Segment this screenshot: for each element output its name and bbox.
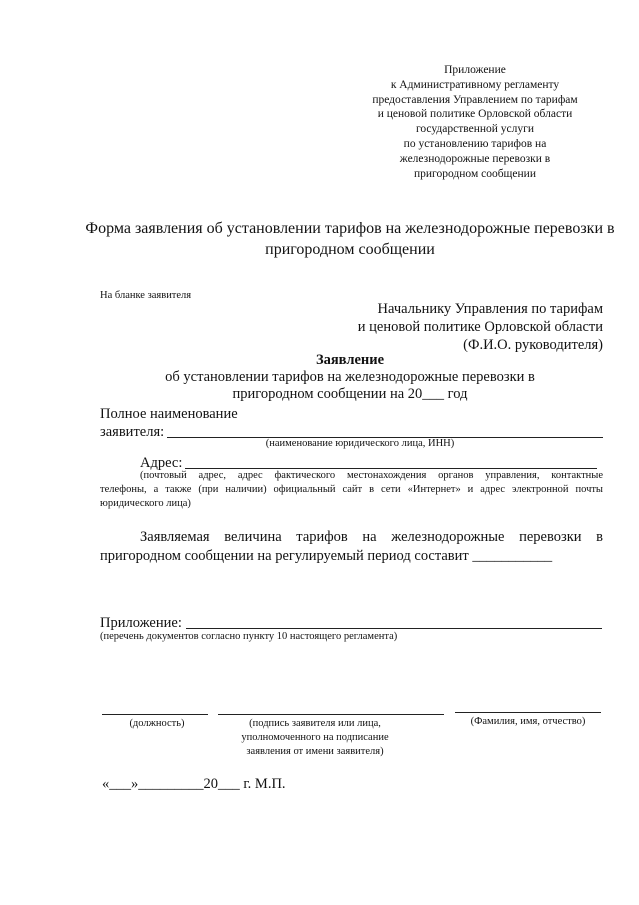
applicant-label-line1: Полное наименование — [100, 406, 238, 422]
statement-line2: пригородном сообщении на 20___ год — [232, 386, 468, 402]
position-caption: (должность) — [129, 718, 185, 729]
appendix-line: по установлению тарифов на — [403, 137, 547, 150]
addressee-line3: (Ф.И.О. руководителя) — [463, 337, 603, 353]
statement-heading: Заявление — [315, 352, 385, 368]
fio-line[interactable] — [455, 712, 601, 713]
signature-line[interactable] — [218, 714, 444, 715]
address-hint-line2: телефоны, а также (при наличии) официальный сайт в сети «Интернет» и адрес электронной почты — [100, 484, 603, 495]
tariff-line1: Заявляемая величина тарифов на железнодорожные перевозки в — [140, 529, 603, 545]
letterhead-note: На бланке заявителя — [100, 290, 192, 301]
address-hint-line1: (почтовый адрес, адрес фактического местонахождения органов управления, контактные — [140, 470, 603, 481]
fio-caption: (Фамилия, имя, отчество) — [470, 716, 586, 727]
attachment-field-line[interactable] — [186, 628, 602, 629]
applicant-label-line2: заявителя: — [100, 424, 165, 440]
address-hint — [100, 469, 603, 511]
position-line[interactable] — [102, 714, 208, 715]
signature-caption-line3: заявления от имени заявителя) — [246, 746, 384, 757]
signature-caption-line1: (подпись заявителя или лица, — [249, 718, 381, 729]
addressee-block — [300, 300, 603, 354]
tariff-line2: пригородном сообщении на регулируемый период составит ___________ — [100, 548, 553, 564]
appendix-block — [330, 63, 620, 181]
form-title-line1: Форма заявления об установлении тарифов на железнодорожные перевозки в — [85, 220, 615, 237]
signature-caption-line2: уполномоченного на подписание — [241, 732, 389, 743]
statement-block — [100, 352, 600, 403]
address-label: Адрес: — [140, 455, 183, 471]
appendix-line: Приложение — [444, 64, 506, 76]
appendix-line: к Административному регламенту — [390, 78, 560, 91]
addressee-line1: Начальнику Управления по тарифам — [377, 301, 603, 317]
appendix-line: государственной услуги — [415, 123, 535, 136]
appendix-line: предоставления Управлением по тарифам — [372, 93, 578, 106]
form-title — [60, 219, 639, 259]
addressee-line2: и ценовой политике Орловской области — [357, 319, 603, 335]
attachment-hint: (перечень документов согласно пункту 10 настоящего регламента) — [100, 631, 398, 642]
tariff-paragraph — [100, 528, 603, 566]
attachment-label: Приложение: — [100, 615, 182, 631]
date-line: «___»_________20___ г. М.П. — [102, 776, 286, 792]
address-hint-line3: юридического лица) — [100, 498, 191, 509]
signature-caption — [215, 717, 415, 759]
statement-line1: об установлении тарифов на железнодорожные перевозки в — [165, 369, 535, 385]
applicant-hint: (наименование юридического лица, ИНН) — [265, 438, 455, 449]
form-title-line2: пригородном сообщении — [265, 241, 435, 258]
appendix-line: железнодорожные перевозки в — [399, 152, 551, 165]
appendix-line: пригородном сообщении — [414, 167, 536, 180]
appendix-line: и ценовой политике Орловской области — [377, 108, 573, 121]
